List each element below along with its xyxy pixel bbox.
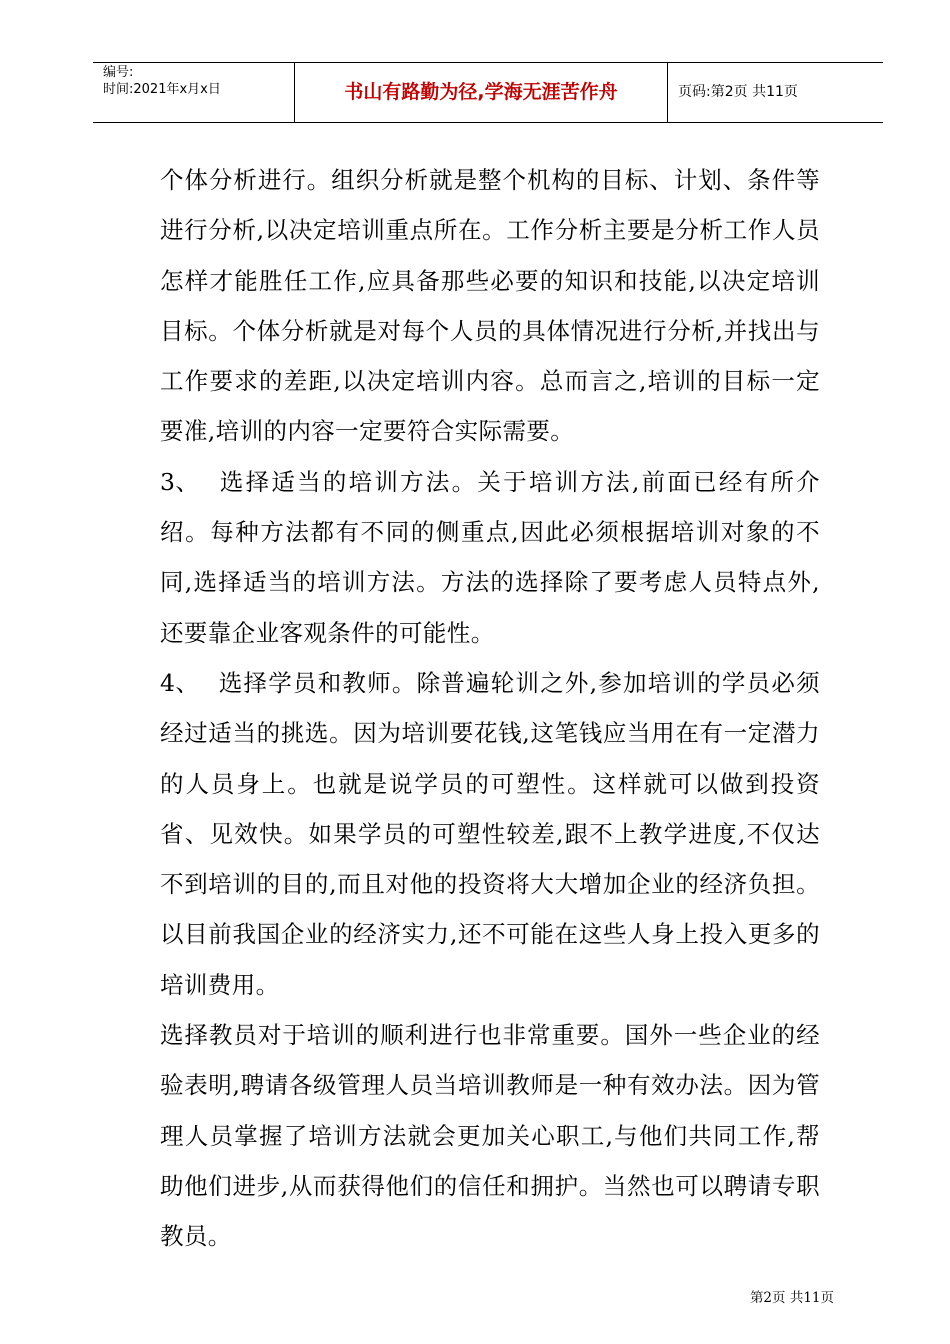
- document-time-label: 时间:2021年x月x日: [103, 82, 221, 97]
- body-paragraph: 选择教员对于培训的顺利进行也非常重要。国外一些企业的经验表明,聘请各级管理人员当培训教师是一种有效办法。因为管理人员掌握了培训方法就会更加关心职工,与他们共同工作,帮助他们进步,从而获得他们的信任和拥护。当然也可以聘请专职教员。: [160, 1021, 820, 1251]
- page-header: [93, 62, 883, 123]
- header-motto: 书山有路勤为径,学海无涯苦作舟: [344, 81, 618, 103]
- header-page-number: 页码:第2页 共11页: [678, 84, 798, 100]
- header-page-cell: [668, 63, 883, 122]
- header-meta-cell: [93, 63, 295, 122]
- document-number-label: 编号:: [103, 65, 134, 80]
- item-text: 选择适当的培训方法。关于培训方法,前面已经有所介绍。每种方法都有不同的侧重点,因此必须根据培训对象的不同,选择适当的培训方法。方法的选择除了要考虑人员特点外,还要靠企业客观条件的可能性。: [160, 467, 820, 647]
- document-body: [160, 155, 820, 1262]
- header-motto-cell: [295, 63, 668, 122]
- numbered-paragraph: [160, 457, 820, 658]
- item-number: 4、: [160, 668, 200, 697]
- item-number: 3、: [160, 467, 200, 496]
- page-footer-number: 第2页 共11页: [749, 1290, 834, 1306]
- body-paragraph: 个体分析进行。组织分析就是整个机构的目标、计划、条件等进行分析,以决定培训重点所在。工作分析主要是分析工作人员怎样才能胜任工作,应具备那些必要的知识和技能,以决定培训目标。个体分析就是对每个人员的具体情况进行分析,并找出与工作要求的差距,以决定培训内容。总而言之,培训的目标一定要准,培训的内容一定要符合实际需要。: [160, 166, 820, 446]
- item-text: 选择学员和教师。除普遍轮训之外,参加培训的学员必须经过适当的挑选。因为培训要花钱,这笔钱应当用在有一定潜力的人员身上。也就是说学员的可塑性。这样就可以做到投资省、见效快。如果学员的可塑性较差,跟不上教学进度,不仅达不到培训的目的,而且对他的投资将大大增加企业的经济负担。以目前我国企业的经济实力,还不可能在这些人身上投入更多的培训费用。: [160, 668, 820, 999]
- numbered-paragraph: [160, 658, 820, 1010]
